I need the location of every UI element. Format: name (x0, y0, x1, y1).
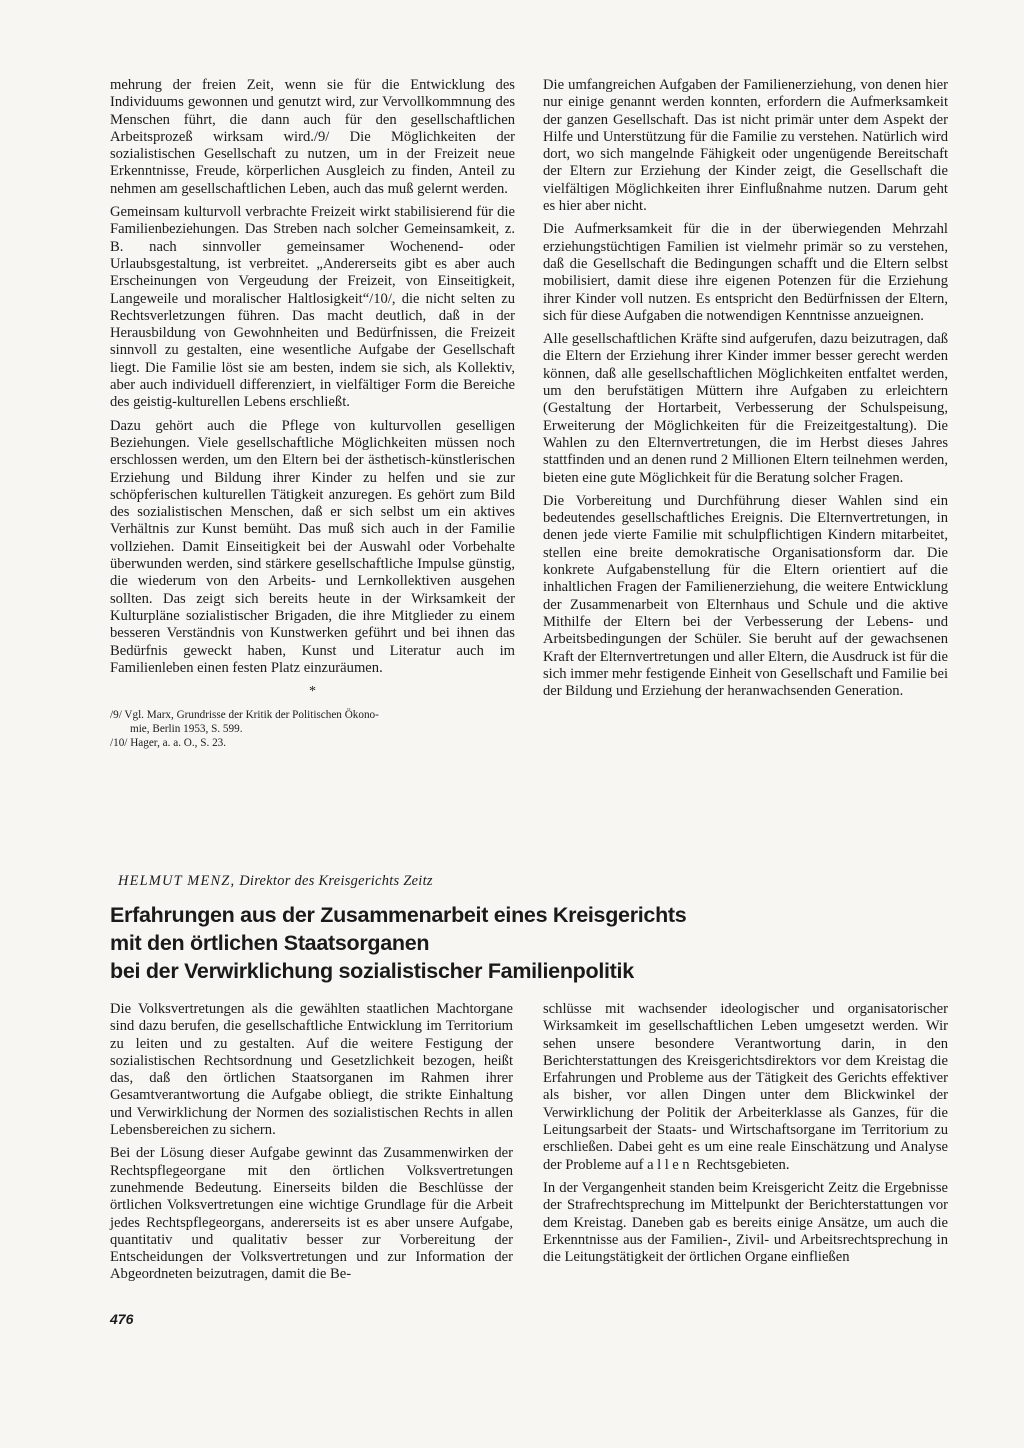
paragraph-text: schlüsse mit wachsender ideologischer und organisatorischer Wirksamkeit im gesellschaftlichen Leben umgesetzt werden. Wir sehen unsere besondere Verantwortung darin, in den Berichterstattungen des Kreisgerichtsdirektors vor dem Kreistag die Erfahrungen und Probleme aus der Tätigkeit des Gerichts effektiver als bisher, vor allen Dingen unter dem Blickwinkel der Verwirklichung der Politik der Arbeiterklasse als Ganzes, für die Leitungsarbeit der Staats- und Wirtschaftsorgane im Territorium zu erschließen. Dabei geht es um eine reale Einschätzung und Analyse der Probleme auf (543, 1001, 948, 1173)
footnotes (110, 708, 515, 750)
article-title (110, 901, 910, 985)
article-author (118, 873, 433, 890)
footnote-9: /9/ Vgl. Marx, Grundrisse der Kritik der Politischen Ökono- (110, 709, 379, 722)
paragraph: In der Vergangenheit standen beim Kreisgericht Zeitz die Ergebnisse der Strafrechtsprechung im Mittelpunkt der Berichterstattungen vor dem Kreistag. Daneben gab es bereits einige Ansätze, um auch die Erkenntnisse aus der Familien-, Zivil- und Arbeitsrechtsprechung in die Leitungstätigkeit der örtlichen Organe einfließen (543, 1179, 948, 1266)
paragraph: Bei der Lösung dieser Aufgabe gewinnt das Zusammenwirken der Rechtspflegeorgane mit den örtlichen Volksvertretungen zunehmende Bedeutung. Einerseits bilden die Beschlüsse der örtlichen Volksvertretungen eine wichtige Grundlage für die Arbeit jedes Rechtspflegeorgans, andererseits ist es aber unsere Aufgabe, quantitativ und qualitativ besser zur Vorbereitung der Entscheidungen der Volksvertretungen und zur Information der Abgeordneten beizutragen, damit die Be- (110, 1145, 513, 1283)
paragraph: Die Aufmerksamkeit für die in der überwiegenden Mehrzahl erziehungstüchtigen Familien ist vielmehr primär so zu verstehen, daß die Gesellschaft die Bedingungen schafft und die Eltern selbst mobilisiert, damit diese ihre eigenen Potenzen für die Erziehung ihrer Kinder voll nutzen. Es entspricht den Bedürfnissen der Eltern, sich für diese Aufgaben die notwendigen Kenntnisse anzueignen. (543, 221, 948, 324)
paragraph: Gemeinsam kulturvoll verbrachte Freizeit wirkt stabilisierend für die Familienbeziehungen. Das Streben nach solcher Gemeinsamkeit, z. B. nach sinnvoller gemeinsamer Wochenend- oder Urlaubsgestaltung, ist verbreitet. „Andererseits gibt es aber auch Erscheinungen von Vergeudung der Freizeit, von Einseitigkeit, Langeweile und moralischer Haltlosigkeit“/10/, die nicht selten zu Rechtsverletzungen führen. Das macht deutlich, daß in der Herausbildung von Gewohnheiten und Bedürfnissen, die Freizeit sinnvoll zu gestalten, eine wesentliche Aufgabe der Gesellschaft liegt. Die Familie löst sie am besten, indem sie sich, als Kollektiv, aber auch individuell differenziert, in vielfältiger Form die Bereiche des geistig-kulturellen Lebens erschließt. (110, 204, 515, 411)
paragraph: Die Vorbereitung und Durchführung dieser Wahlen sind ein bedeutendes gesellschaftliches Ereignis. Die Elternvertretungen, in denen jede vierte Familie mit schulpflichtigen Kindern mitarbeitet, stellen eine breite demokratische Organisationsform dar. Die konkrete Aufgabenstellung für die Eltern orientiert auf die inhaltlichen Fragen der Familienerziehung, die weitere Entwicklung der Zusammenarbeit von Elternhaus und Schule und die aktive Mithilfe der Eltern bei der Verbesserung der Lebens- und Arbeitsbedingungen der Schüler. Sie beruht auf der gewachsenen Kraft der Elternvertretungen und aller Eltern, die Ausdruck ist für die sich immer mehr festigende Einheit von Gesellschaft und Familie bei der Bildung und Erziehung der heranwachsenden Generation. (543, 492, 948, 700)
upper-right-column (543, 77, 948, 706)
paragraph: Alle gesellschaftlichen Kräfte sind aufgerufen, dazu beizutragen, daß die Eltern der Erziehung ihrer Kinder immer besser gerecht werden können, daß alle gesellschaftlichen Möglichkeiten entfaltet werden, um den berufstätigen Müttern ihre Aufgaben zu erleichtern (Gestaltung der Hortarbeit, Verbesserung der Schulspeisung, Erweiterung der Möglichkeiten für die Freizeitgestaltung). Die Wahlen zu den Elternvertretungen, die im Herbst dieses Jahres stattfinden und an denen rund 2 Millionen Eltern teilnehmen werden, bieten eine gute Möglichkeit für die Beratung solcher Fragen. (543, 331, 948, 486)
paragraph: Die umfangreichen Aufgaben der Familienerziehung, von denen hier nur einige genannt werden konnten, erfordern die Aufmerksamkeit der ganzen Gesellschaft. Das ist nicht primär unter dem Aspekt der Hilfe und Unterstützung für die Familie zu verstehen. Natürlich wird dort, wo sich mangelnde Fähigkeit oder ungenügende Bereitschaft der Eltern zur Erziehung der Kinder zeigt, die Gesellschaft die vielfältigen Möglichkeiten ihrer Einflußnahme nutzen. Darum geht es hier aber nicht. (543, 77, 948, 215)
paragraph: Die Volksvertretungen als die gewählten staatlichen Machtorgane sind dazu berufen, die gesellschaftliche Entwicklung im Territorium zu leiten und zu gestalten. Auf die weitere Festigung der sozialistischen Rechtsordnung und Gesetzlichkeit bezogen, heißt das, daß den örtlichen Staatsorganen im Rahmen ihrer Gesamtverantwortung die Aufgabe obliegt, die strikte Einhaltung und Verwirklichung der Normen des sozialistischen Rechts in allen Lebensbereichen zu sichern. (110, 1001, 513, 1139)
author-name: HELMUT MENZ, (118, 873, 236, 889)
author-role: Direktor des Kreisgerichts Zeitz (239, 873, 433, 889)
page-number: 476 (110, 1311, 134, 1327)
title-line: Erfahrungen aus der Zusammenarbeit eines Kreisgerichts (110, 903, 687, 927)
paragraph: mehrung der freien Zeit, wenn sie für die Entwicklung des Individuums gewonnen und genutzt wird, zur Vervollkommnung des Menschen führt, die dann auch für den gesellschaftlichen Arbeitsprozeß wirksam wird./9/ Die Möglichkeiten der sozialistischen Gesellschaft zu nutzen, um in der Freizeit neue Erkenntnisse, Freude, körperlichen Ausgleich zu finden, Anteil zu nehmen am gesellschaftlichen Leben, auch das muß gelernt werden. (110, 77, 515, 197)
section-separator: * (309, 684, 316, 700)
title-line: mit den örtlichen Staatsorganen (110, 931, 430, 955)
upper-left-column (110, 77, 515, 750)
title-line: bei der Verwirklichung sozialistischer Familienpolitik (110, 959, 634, 983)
emphasized-word: allen (647, 1156, 694, 1173)
lower-right-column (543, 1001, 948, 1272)
paragraph-text: Rechtsgebieten. (693, 1156, 790, 1173)
footnote-9-continuation: mie, Berlin 1953, S. 599. (130, 723, 243, 736)
footnote-10: /10/ Hager, a. a. O., S. 23. (110, 737, 227, 750)
lower-left-column (110, 1001, 513, 1290)
paragraph (543, 1001, 948, 1174)
paragraph: Dazu gehört auch die Pflege von kulturvollen geselligen Beziehungen. Viele gesellschaftliche Möglichkeiten müssen noch erschlossen werden, um den Eltern bei der ästhetisch-künstlerischen Erziehung und Bildung ihrer Kinder zu helfen und sie zur schöpferischen kulturellen Tätigkeit anzuregen. Es gehört zum Bild des sozialistischen Menschen, daß er sich selbst um ein aktives Verhältnis zur Kunst bemüht. Das muß sich auch in der Familie vollziehen. Damit Einseitigkeit bei der Auswahl oder Vorbehalte überwunden werden, sind stärkere gesellschaftliche Impulse günstig, die wiederum von den Arbeits- und Lernkollektiven ausgehen sollten. Das zeigt sich bereits heute in der Wirksamkeit der Kulturpläne sozialistischer Brigaden, die ihre Mitglieder zu einem besseren Verständnis von Kunstwerken geführt und bei ihnen das Bedürfnis geweckt haben, Kunst und Literatur auch im Familienleben einen festen Platz einzuräumen. (110, 417, 515, 676)
